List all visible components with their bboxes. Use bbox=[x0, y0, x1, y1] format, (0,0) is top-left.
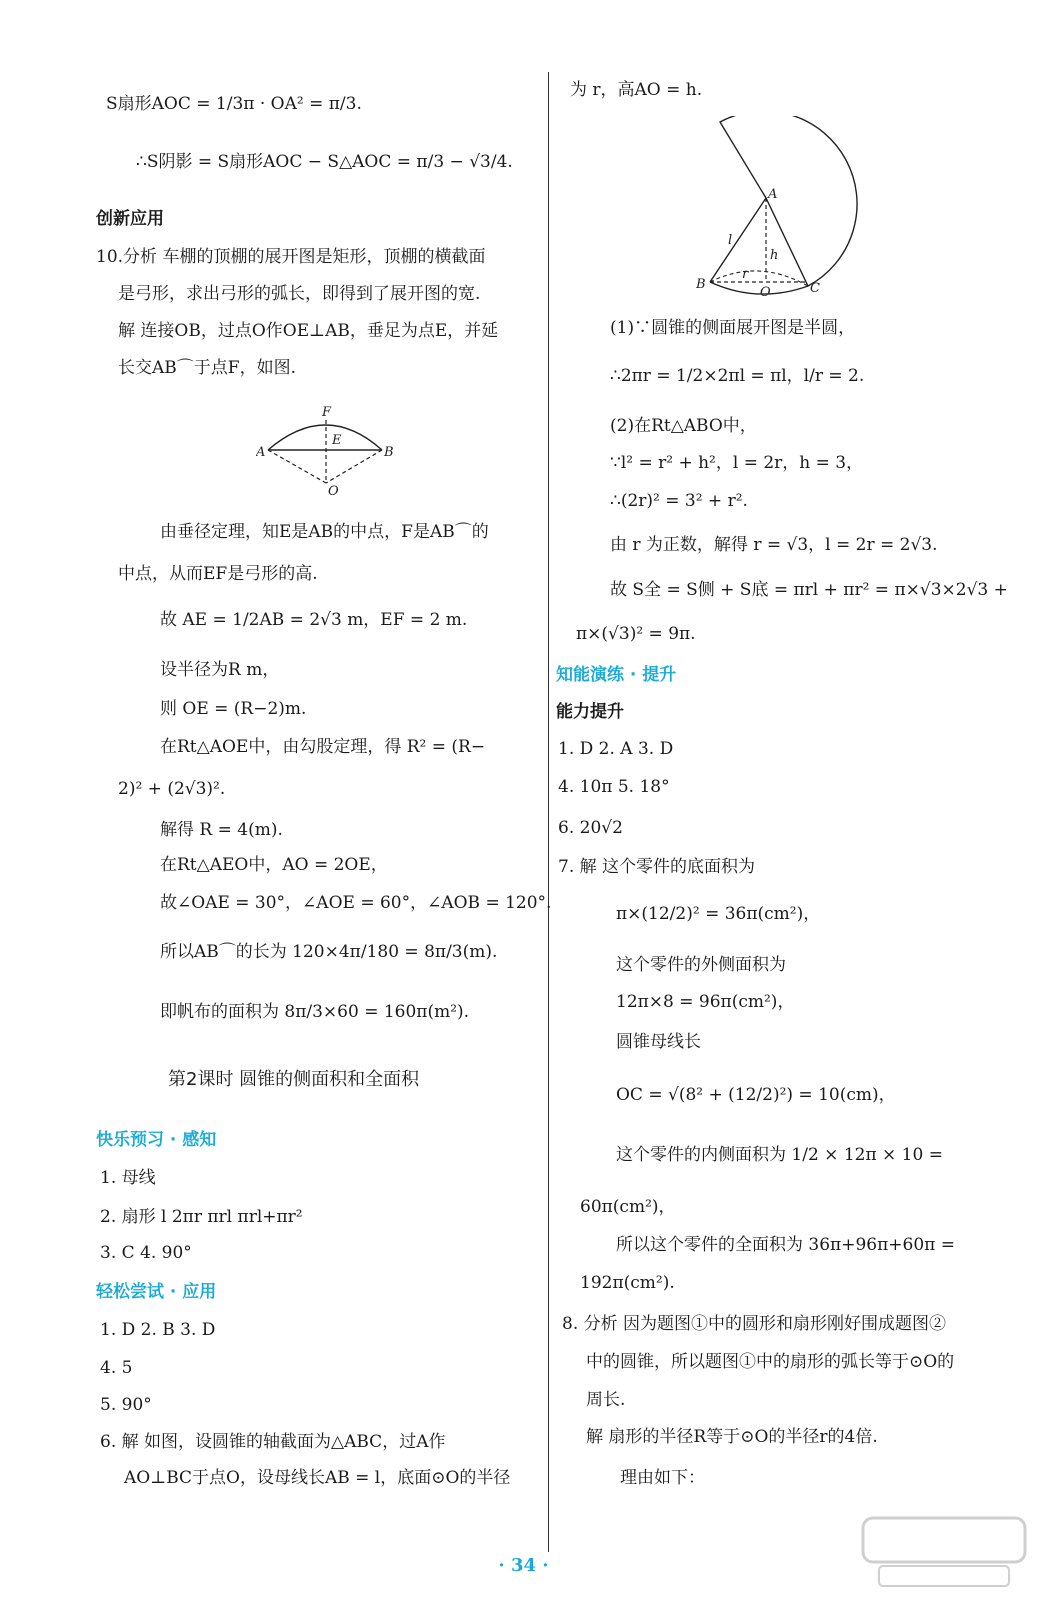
answer-line: 4. 10π 5. 18° bbox=[558, 777, 670, 797]
text-line: 60π(cm²)， bbox=[580, 1197, 676, 1217]
text-line: 6. 解 如图，设圆锥的轴截面为△ABC，过A作 bbox=[100, 1432, 446, 1452]
cone-figure bbox=[696, 116, 866, 306]
figure-label: E bbox=[332, 433, 342, 448]
text-line: 故 AE = 1/2AB = 2√3 m，EF = 2 m. bbox=[160, 610, 468, 630]
figure-label: h bbox=[770, 248, 779, 263]
text-line: (1)∵圆锥的侧面展开图是半圆， bbox=[610, 318, 856, 338]
text-line: ∵l² = r² + h²，l = 2r，h = 3， bbox=[610, 453, 864, 473]
text-line: 中的圆锥，所以题图①中的扇形的弧长等于⊙O的 bbox=[586, 1352, 955, 1372]
figure-label: F bbox=[322, 405, 332, 420]
page-number: · 34 · bbox=[498, 1555, 549, 1576]
figure-label: O bbox=[760, 285, 771, 300]
answer-line: 1. 母线 bbox=[100, 1168, 156, 1188]
text-line: 10.分析 车棚的顶棚的展开图是矩形，顶棚的横截面 bbox=[96, 247, 486, 267]
text-line: ∴(2r)² = 3² + r². bbox=[610, 491, 748, 511]
text-line: ∴S阴影 = S扇形AOC − S△AOC = π/3 − √3/4. bbox=[136, 152, 513, 172]
text-line: 12π×8 = 96π(cm²)， bbox=[616, 992, 795, 1012]
answer-line: 5. 90° bbox=[100, 1395, 152, 1415]
text-line: 设半径为R m， bbox=[160, 660, 280, 680]
text-line: 为 r，高AO = h. bbox=[570, 80, 703, 100]
text-line: 解 扇形的半径R等于⊙O的半径r的4倍. bbox=[586, 1427, 878, 1447]
answer-line: 1. D 2. B 3. D bbox=[100, 1320, 216, 1340]
text-line: S扇形AOC = 1/3π · OA² = π/3. bbox=[106, 94, 362, 114]
text-line: 8. 分析 因为题图①中的圆形和扇形刚好围成题图② bbox=[562, 1314, 947, 1334]
text-line: 由垂径定理，知E是AB的中点，F是AB⌒的 bbox=[160, 522, 489, 542]
answer-line: 4. 5 bbox=[100, 1358, 133, 1378]
text-line: 故∠OAE = 30°，∠AOE = 60°，∠AOB = 120°. bbox=[160, 893, 552, 913]
text-line: 在Rt△AEO中，AO = 2OE， bbox=[160, 855, 388, 875]
text-line: OC = √(8² + (12/2)²) = 10(cm)， bbox=[616, 1085, 896, 1105]
figure-label: B bbox=[696, 277, 706, 292]
text-line: 中点，从而EF是弓形的高. bbox=[118, 564, 318, 584]
text-line: 这个零件的外侧面积为 bbox=[616, 955, 786, 975]
text-line: 所以这个零件的全面积为 36π+96π+60π = bbox=[616, 1235, 955, 1255]
text-line: 长交AB⌒于点F，如图. bbox=[118, 358, 296, 378]
segment-figure bbox=[256, 398, 396, 498]
watermark-stamp-icon bbox=[859, 1512, 1029, 1592]
text-line: 是弓形，求出弓形的弧长，即得到了展开图的宽. bbox=[118, 284, 481, 304]
text-line: 则 OE = (R−2)m. bbox=[160, 699, 307, 719]
text-line: 2)² + (2√3)². bbox=[118, 779, 226, 799]
text-line: 故 S全 = S侧 + S底 = πrl + πr² = π×√3×2√3 + bbox=[610, 580, 1008, 600]
figure-label: C bbox=[810, 281, 820, 296]
section-heading: 能力提升 bbox=[556, 702, 624, 722]
text-line: 7. 解 这个零件的底面积为 bbox=[558, 857, 756, 877]
text-line: 解 连接OB，过点O作OE⊥AB，垂足为点E，并延 bbox=[118, 321, 499, 341]
text-line: 192π(cm²). bbox=[580, 1273, 675, 1293]
section-heading: 快乐预习 · 感知 bbox=[96, 1130, 217, 1150]
text-line: 所以AB⌒的长为 120×4π/180 = 8π/3(m). bbox=[160, 942, 498, 962]
text-line: π×(√3)² = 9π. bbox=[576, 624, 696, 644]
text-line: ∴2πr = 1/2×2πl = πl，l/r = 2. bbox=[610, 366, 865, 386]
text-line: AO⊥BC于点O，设母线长AB = l，底面⊙O的半径 bbox=[124, 1468, 511, 1488]
section-heading: 知能演练 · 提升 bbox=[556, 665, 677, 685]
text-line: π×(12/2)² = 36π(cm²)， bbox=[616, 904, 821, 924]
text-line: 圆锥母线长 bbox=[616, 1032, 701, 1052]
text-line: 解得 R = 4(m). bbox=[160, 820, 283, 840]
figure-label: B bbox=[384, 445, 394, 460]
text-line: 这个零件的内侧面积为 1/2 × 12π × 10 = bbox=[616, 1145, 943, 1165]
answer-line: 2. 扇形 l 2πr πrl πrl+πr² bbox=[100, 1207, 303, 1227]
figure-label: r bbox=[742, 267, 749, 282]
text-line: 周长. bbox=[586, 1390, 626, 1410]
text-line: 在Rt△AOE中，由勾股定理，得 R² = (R− bbox=[160, 737, 486, 757]
column-divider bbox=[548, 72, 549, 1552]
text-line: 即帆布的面积为 8π/3×60 = 160π(m²). bbox=[160, 1002, 470, 1022]
figure-label: A bbox=[256, 445, 266, 460]
text-line: 理由如下： bbox=[620, 1468, 705, 1488]
section-heading: 创新应用 bbox=[96, 209, 164, 229]
answer-line: 1. D 2. A 3. D bbox=[558, 739, 674, 759]
figure-label: l bbox=[728, 233, 733, 248]
text-line: 由 r 为正数，解得 r = √3，l = 2r = 2√3. bbox=[610, 535, 938, 555]
figure-label: O bbox=[328, 484, 339, 498]
lesson-title: 第2课时 圆锥的侧面积和全面积 bbox=[168, 1069, 420, 1090]
answer-line: 3. C 4. 90° bbox=[100, 1243, 192, 1263]
text-line: (2)在Rt△ABO中， bbox=[610, 416, 757, 436]
section-heading: 轻松尝试 · 应用 bbox=[96, 1282, 217, 1302]
answer-line: 6. 20√2 bbox=[558, 818, 623, 838]
figure-label: A bbox=[768, 187, 778, 202]
